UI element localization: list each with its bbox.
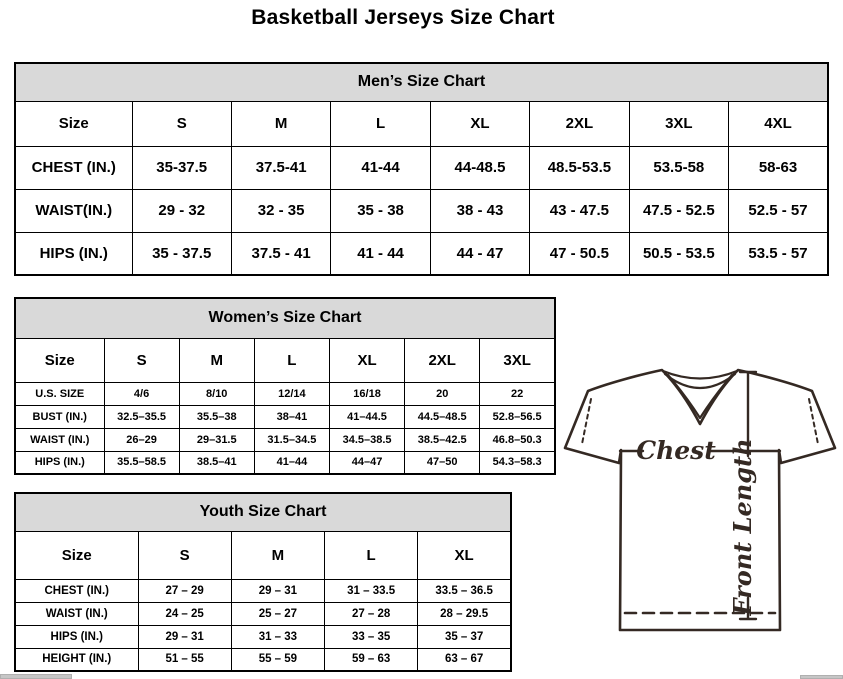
table-row [15, 146, 828, 189]
table-row [15, 382, 555, 405]
size-cell: 41-44 [331, 146, 430, 189]
column-header: S [138, 531, 231, 579]
womens-chart-title: Women’s Size Chart [15, 298, 555, 338]
jersey-outline [565, 370, 835, 630]
column-header: 3XL [480, 338, 555, 382]
row-label: CHEST (IN.) [15, 579, 138, 602]
size-cell: 29 - 32 [132, 189, 231, 232]
size-cell: 31 – 33.5 [325, 579, 418, 602]
row-label: BUST (IN.) [15, 405, 104, 428]
table-row [15, 625, 511, 648]
page-title: Basketball Jerseys Size Chart [251, 6, 555, 29]
column-header: L [254, 338, 329, 382]
size-cell: 38.5–41 [179, 451, 254, 474]
size-cell: 34.5–38.5 [329, 428, 404, 451]
column-header: 2XL [405, 338, 480, 382]
size-cell: 27 – 28 [325, 602, 418, 625]
column-header: L [331, 101, 430, 146]
size-cell: 29–31.5 [179, 428, 254, 451]
size-cell: 41–44.5 [329, 405, 404, 428]
size-cell: 38–41 [254, 405, 329, 428]
column-header: Size [15, 531, 138, 579]
column-header: 4XL [729, 101, 828, 146]
column-header: M [231, 531, 324, 579]
column-header: S [104, 338, 179, 382]
size-cell: 52.8–56.5 [480, 405, 555, 428]
column-header: M [179, 338, 254, 382]
size-cell: 33.5 – 36.5 [418, 579, 511, 602]
size-cell: 44 - 47 [430, 232, 529, 275]
size-cell: 35.5–38 [179, 405, 254, 428]
table-title-row [15, 493, 511, 531]
size-cell: 29 – 31 [138, 625, 231, 648]
column-header: Size [15, 101, 132, 146]
column-header: 3XL [629, 101, 728, 146]
size-cell: 31.5–34.5 [254, 428, 329, 451]
size-cell: 58-63 [729, 146, 828, 189]
size-cell: 48.5-53.5 [530, 146, 629, 189]
size-cell: 8/10 [179, 382, 254, 405]
size-cell: 47 - 50.5 [530, 232, 629, 275]
table-row [15, 405, 555, 428]
row-label: WAIST (IN.) [15, 602, 138, 625]
size-cell: 37.5-41 [231, 146, 330, 189]
size-cell: 27 – 29 [138, 579, 231, 602]
size-cell: 4/6 [104, 382, 179, 405]
size-cell: 20 [405, 382, 480, 405]
row-label: HIPS (IN.) [15, 232, 132, 275]
table-row [15, 602, 511, 625]
size-cell: 63 – 67 [418, 648, 511, 671]
size-cell: 25 – 27 [231, 602, 324, 625]
size-cell: 59 – 63 [325, 648, 418, 671]
row-label: HEIGHT (IN.) [15, 648, 138, 671]
size-cell: 53.5 - 57 [729, 232, 828, 275]
table-row [15, 428, 555, 451]
size-cell: 41 - 44 [331, 232, 430, 275]
size-cell: 44.5–48.5 [405, 405, 480, 428]
size-cell: 52.5 - 57 [729, 189, 828, 232]
table-header-row [15, 531, 511, 579]
mens-size-chart-table [14, 62, 829, 276]
size-cell: 50.5 - 53.5 [629, 232, 728, 275]
size-cell: 29 – 31 [231, 579, 324, 602]
chest-label: Chest [636, 436, 716, 465]
size-cell: 22 [480, 382, 555, 405]
size-cell: 31 – 33 [231, 625, 324, 648]
size-cell: 26–29 [104, 428, 179, 451]
size-cell: 12/14 [254, 382, 329, 405]
size-cell: 47–50 [405, 451, 480, 474]
column-header: M [231, 101, 330, 146]
size-cell: 35 - 38 [331, 189, 430, 232]
size-cell: 44-48.5 [430, 146, 529, 189]
size-cell: 41–44 [254, 451, 329, 474]
column-header: 2XL [530, 101, 629, 146]
front-length-label: Front Length [728, 438, 757, 616]
collar-arc-outer [663, 371, 737, 379]
size-cell: 47.5 - 52.5 [629, 189, 728, 232]
youth-chart-title: Youth Size Chart [15, 493, 511, 531]
size-cell: 32.5–35.5 [104, 405, 179, 428]
row-label: CHEST (IN.) [15, 146, 132, 189]
row-label: WAIST(IN.) [15, 189, 132, 232]
horizontal-scrollbar-fragment-left[interactable] [0, 674, 72, 679]
size-cell: 28 – 29.5 [418, 602, 511, 625]
size-cell: 44–47 [329, 451, 404, 474]
size-cell: 16/18 [329, 382, 404, 405]
row-label: HIPS (IN.) [15, 451, 104, 474]
table-header-row [15, 101, 828, 146]
table-title-row [15, 298, 555, 338]
column-header: Size [15, 338, 104, 382]
row-label: HIPS (IN.) [15, 625, 138, 648]
size-cell: 33 – 35 [325, 625, 418, 648]
row-label: U.S. SIZE [15, 382, 104, 405]
size-cell: 51 – 55 [138, 648, 231, 671]
size-cell: 35 - 37.5 [132, 232, 231, 275]
column-header: XL [418, 531, 511, 579]
mens-chart-title: Men’s Size Chart [15, 63, 828, 101]
size-cell: 43 - 47.5 [530, 189, 629, 232]
horizontal-scrollbar-fragment-right[interactable] [800, 675, 843, 679]
table-header-row [15, 338, 555, 382]
size-cell: 55 – 59 [231, 648, 324, 671]
womens-size-chart-table [14, 297, 556, 475]
column-header: L [325, 531, 418, 579]
youth-size-chart-table [14, 492, 512, 672]
table-row [15, 451, 555, 474]
size-cell: 35.5–58.5 [104, 451, 179, 474]
jersey-measurement-diagram [558, 362, 843, 662]
row-label: WAIST (IN.) [15, 428, 104, 451]
table-row [15, 579, 511, 602]
size-cell: 38.5–42.5 [405, 428, 480, 451]
size-cell: 54.3–58.3 [480, 451, 555, 474]
size-cell: 53.5-58 [629, 146, 728, 189]
size-cell: 24 – 25 [138, 602, 231, 625]
column-header: XL [329, 338, 404, 382]
table-row [15, 648, 511, 671]
size-cell: 38 - 43 [430, 189, 529, 232]
column-header: S [132, 101, 231, 146]
table-row [15, 232, 828, 275]
size-cell: 37.5 - 41 [231, 232, 330, 275]
size-cell: 32 - 35 [231, 189, 330, 232]
size-cell: 35-37.5 [132, 146, 231, 189]
table-row [15, 189, 828, 232]
size-cell: 35 – 37 [418, 625, 511, 648]
table-title-row [15, 63, 828, 101]
size-cell: 46.8–50.3 [480, 428, 555, 451]
column-header: XL [430, 101, 529, 146]
